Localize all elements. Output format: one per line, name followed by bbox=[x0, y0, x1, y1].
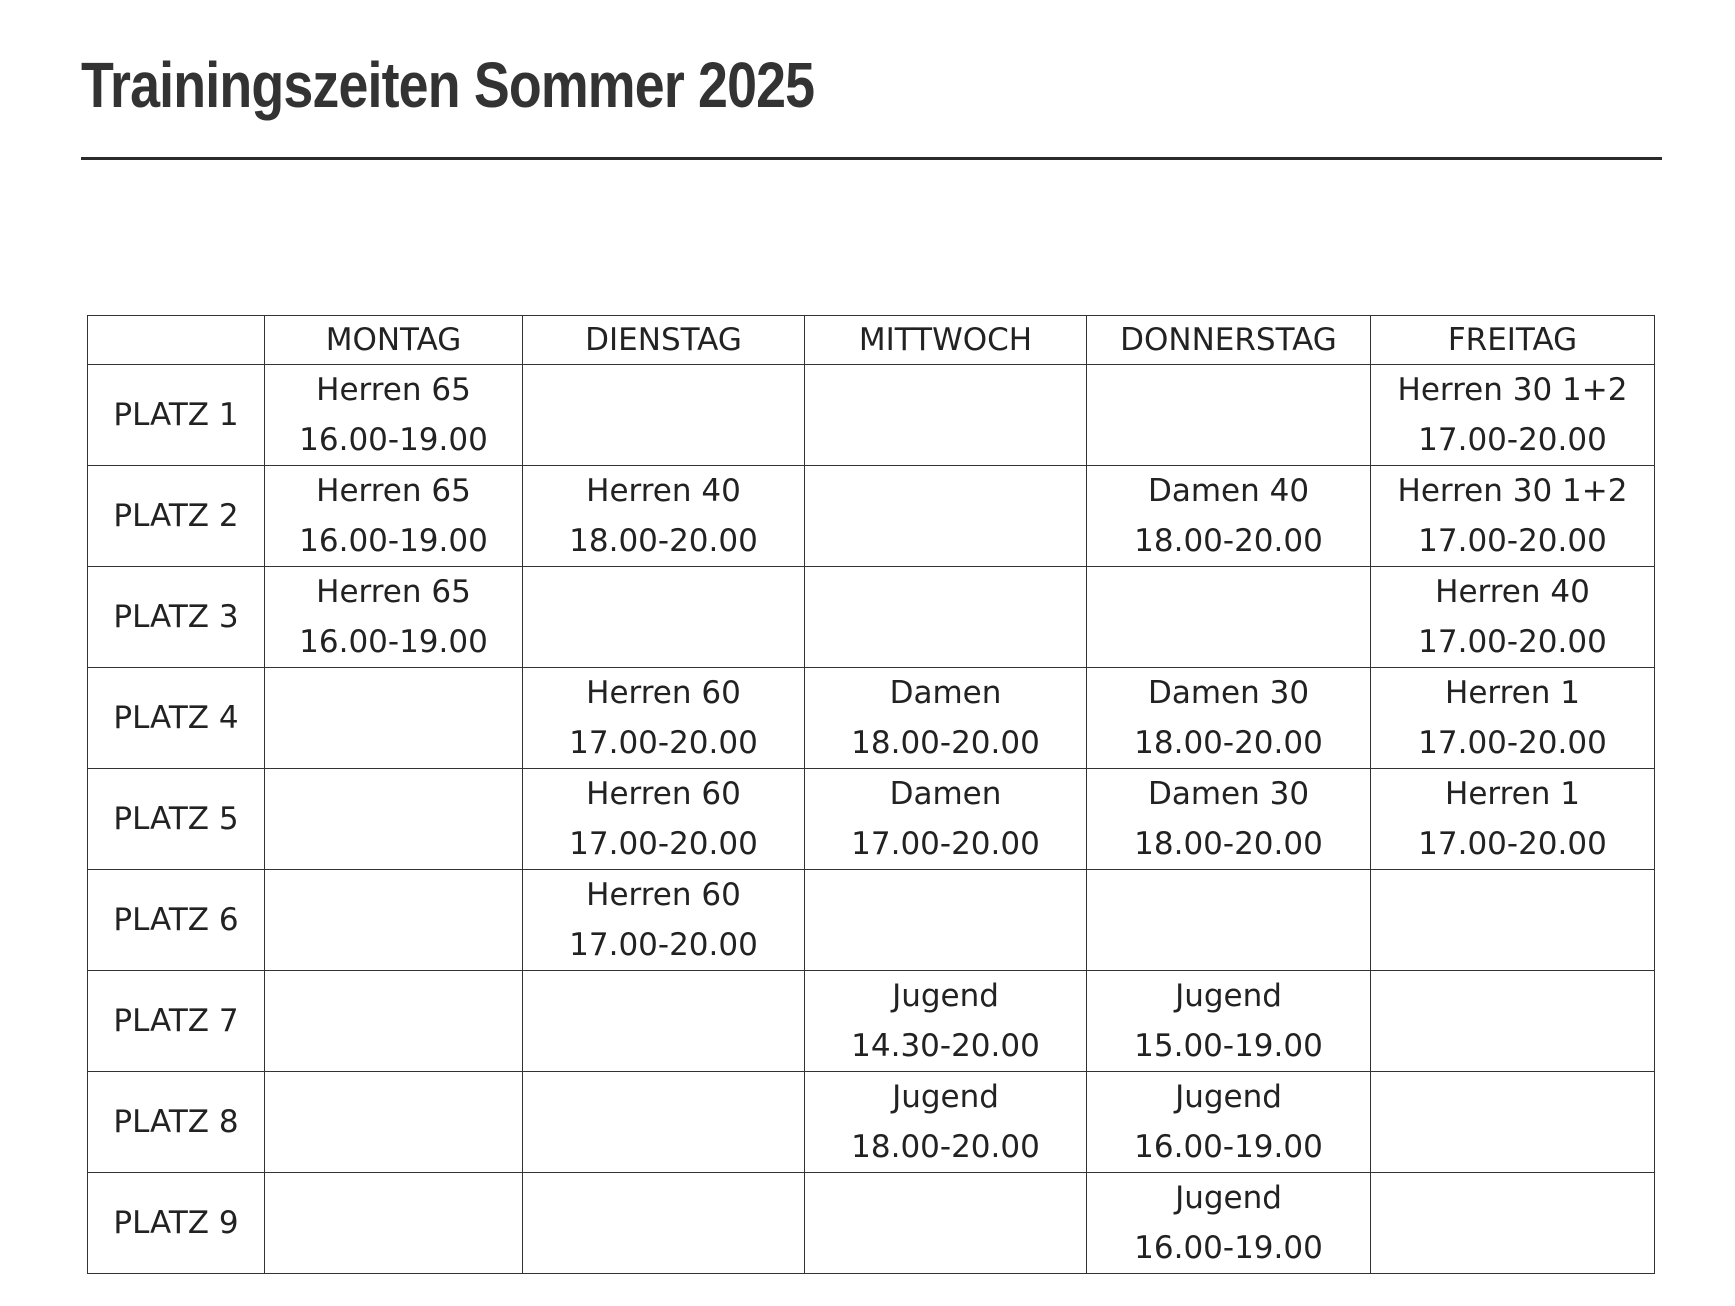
time-range: 17.00-20.00 bbox=[569, 927, 758, 963]
court-label: PLATZ 6 bbox=[88, 870, 265, 971]
schedule-cell-donnerstag bbox=[1087, 567, 1371, 668]
schedule-cell-dienstag bbox=[523, 769, 805, 870]
team-name: Jugend bbox=[1175, 1079, 1282, 1115]
team-name: Herren 1 bbox=[1445, 776, 1580, 812]
schedule-cell-dienstag bbox=[523, 971, 805, 1072]
schedule-cell-freitag bbox=[1371, 365, 1655, 466]
team-name: Herren 30 1+2 bbox=[1397, 473, 1628, 509]
court-label: PLATZ 7 bbox=[88, 971, 265, 1072]
day-header-montag: MONTAG bbox=[265, 316, 523, 365]
team-name: Damen 40 bbox=[1147, 473, 1310, 509]
schedule-cell-montag bbox=[265, 971, 523, 1072]
title-divider bbox=[81, 157, 1662, 160]
time-range: 17.00-20.00 bbox=[851, 826, 1040, 862]
corner-cell bbox=[88, 316, 265, 365]
day-header-dienstag: DIENSTAG bbox=[523, 316, 805, 365]
team-name: Herren 1 bbox=[1445, 675, 1580, 711]
schedule-cell-donnerstag bbox=[1087, 769, 1371, 870]
team-name: Damen bbox=[889, 675, 1002, 711]
team-name: Herren 40 bbox=[586, 473, 741, 509]
schedule-cell-donnerstag bbox=[1087, 971, 1371, 1072]
time-range: 17.00-20.00 bbox=[1418, 422, 1607, 458]
training-schedule-table bbox=[87, 315, 1655, 1274]
time-range: 15.00-19.00 bbox=[1134, 1028, 1323, 1064]
court-label: PLATZ 3 bbox=[88, 567, 265, 668]
court-label: PLATZ 4 bbox=[88, 668, 265, 769]
table-row bbox=[88, 971, 1655, 1072]
schedule-cell-dienstag bbox=[523, 567, 805, 668]
team-name: Herren 30 1+2 bbox=[1397, 372, 1628, 408]
schedule-body bbox=[88, 365, 1655, 1274]
schedule-cell-freitag bbox=[1371, 769, 1655, 870]
schedule-cell-donnerstag bbox=[1087, 668, 1371, 769]
time-range: 17.00-20.00 bbox=[1418, 523, 1607, 559]
schedule-cell-montag bbox=[265, 1173, 523, 1274]
team-name: Damen 30 bbox=[1147, 776, 1310, 812]
day-header-donnerstag: DONNERSTAG bbox=[1087, 316, 1371, 365]
time-range: 18.00-20.00 bbox=[851, 725, 1040, 761]
schedule-cell-freitag bbox=[1371, 466, 1655, 567]
schedule-cell-mittwoch bbox=[805, 668, 1087, 769]
schedule-cell-dienstag bbox=[523, 1072, 805, 1173]
table-row bbox=[88, 769, 1655, 870]
time-range: 17.00-20.00 bbox=[1418, 725, 1607, 761]
time-range: 18.00-20.00 bbox=[569, 523, 758, 559]
schedule-cell-dienstag bbox=[523, 1173, 805, 1274]
time-range: 17.00-20.00 bbox=[1418, 826, 1607, 862]
time-range: 16.00-19.00 bbox=[1134, 1230, 1323, 1266]
team-name: Herren 65 bbox=[316, 473, 471, 509]
time-range: 18.00-20.00 bbox=[1134, 826, 1323, 862]
team-name: Herren 60 bbox=[586, 675, 741, 711]
schedule-cell-freitag bbox=[1371, 870, 1655, 971]
schedule-cell-donnerstag bbox=[1087, 466, 1371, 567]
team-name: Jugend bbox=[1175, 978, 1282, 1014]
time-range: 18.00-20.00 bbox=[1134, 523, 1323, 559]
table-row bbox=[88, 365, 1655, 466]
time-range: 16.00-19.00 bbox=[1134, 1129, 1323, 1165]
day-header-mittwoch: MITTWOCH bbox=[805, 316, 1087, 365]
schedule-cell-montag bbox=[265, 769, 523, 870]
team-name: Herren 40 bbox=[1435, 574, 1590, 610]
time-range: 17.00-20.00 bbox=[569, 725, 758, 761]
schedule-cell-freitag bbox=[1371, 1072, 1655, 1173]
time-range: 18.00-20.00 bbox=[1134, 725, 1323, 761]
time-range: 18.00-20.00 bbox=[851, 1129, 1040, 1165]
schedule-cell-dienstag bbox=[523, 870, 805, 971]
schedule-cell-freitag bbox=[1371, 567, 1655, 668]
schedule-cell-donnerstag bbox=[1087, 365, 1371, 466]
schedule-cell-mittwoch bbox=[805, 567, 1087, 668]
schedule-cell-montag bbox=[265, 668, 523, 769]
team-name: Herren 60 bbox=[586, 877, 741, 913]
schedule-cell-mittwoch bbox=[805, 466, 1087, 567]
time-range: 16.00-19.00 bbox=[299, 523, 488, 559]
schedule-cell-montag bbox=[265, 870, 523, 971]
schedule-cell-donnerstag bbox=[1087, 1072, 1371, 1173]
court-label: PLATZ 8 bbox=[88, 1072, 265, 1173]
schedule-cell-mittwoch bbox=[805, 1173, 1087, 1274]
time-range: 16.00-19.00 bbox=[299, 422, 488, 458]
table-row bbox=[88, 466, 1655, 567]
day-header-freitag: FREITAG bbox=[1371, 316, 1655, 365]
court-label: PLATZ 1 bbox=[88, 365, 265, 466]
team-name: Jugend bbox=[892, 1079, 999, 1115]
schedule-cell-dienstag bbox=[523, 365, 805, 466]
table-row bbox=[88, 668, 1655, 769]
schedule-cell-montag bbox=[265, 466, 523, 567]
schedule-cell-mittwoch bbox=[805, 365, 1087, 466]
court-label: PLATZ 5 bbox=[88, 769, 265, 870]
schedule-cell-montag bbox=[265, 365, 523, 466]
schedule-cell-mittwoch bbox=[805, 971, 1087, 1072]
time-range: 16.00-19.00 bbox=[299, 624, 488, 660]
schedule-cell-freitag bbox=[1371, 971, 1655, 1072]
header-row bbox=[88, 316, 1655, 365]
schedule-cell-mittwoch bbox=[805, 769, 1087, 870]
team-name: Jugend bbox=[892, 978, 999, 1014]
schedule-cell-freitag bbox=[1371, 668, 1655, 769]
schedule-cell-donnerstag bbox=[1087, 1173, 1371, 1274]
schedule-cell-dienstag bbox=[523, 466, 805, 567]
team-name: Herren 65 bbox=[316, 372, 471, 408]
team-name: Jugend bbox=[1175, 1180, 1282, 1216]
page-title: Trainingszeiten Sommer 2025 bbox=[81, 49, 815, 121]
court-label: PLATZ 9 bbox=[88, 1173, 265, 1274]
court-label: PLATZ 2 bbox=[88, 466, 265, 567]
schedule-cell-mittwoch bbox=[805, 1072, 1087, 1173]
team-name: Damen 30 bbox=[1147, 675, 1310, 711]
schedule-cell-montag bbox=[265, 567, 523, 668]
time-range: 17.00-20.00 bbox=[569, 826, 758, 862]
team-name: Herren 65 bbox=[316, 574, 471, 610]
schedule-cell-mittwoch bbox=[805, 870, 1087, 971]
schedule-cell-donnerstag bbox=[1087, 870, 1371, 971]
table-row bbox=[88, 567, 1655, 668]
team-name: Herren 60 bbox=[586, 776, 741, 812]
table-row bbox=[88, 1173, 1655, 1274]
schedule-cell-dienstag bbox=[523, 668, 805, 769]
schedule-cell-montag bbox=[265, 1072, 523, 1173]
table-row bbox=[88, 870, 1655, 971]
schedule-cell-freitag bbox=[1371, 1173, 1655, 1274]
time-range: 17.00-20.00 bbox=[1418, 624, 1607, 660]
time-range: 14.30-20.00 bbox=[851, 1028, 1040, 1064]
table-row bbox=[88, 1072, 1655, 1173]
team-name: Damen bbox=[889, 776, 1002, 812]
